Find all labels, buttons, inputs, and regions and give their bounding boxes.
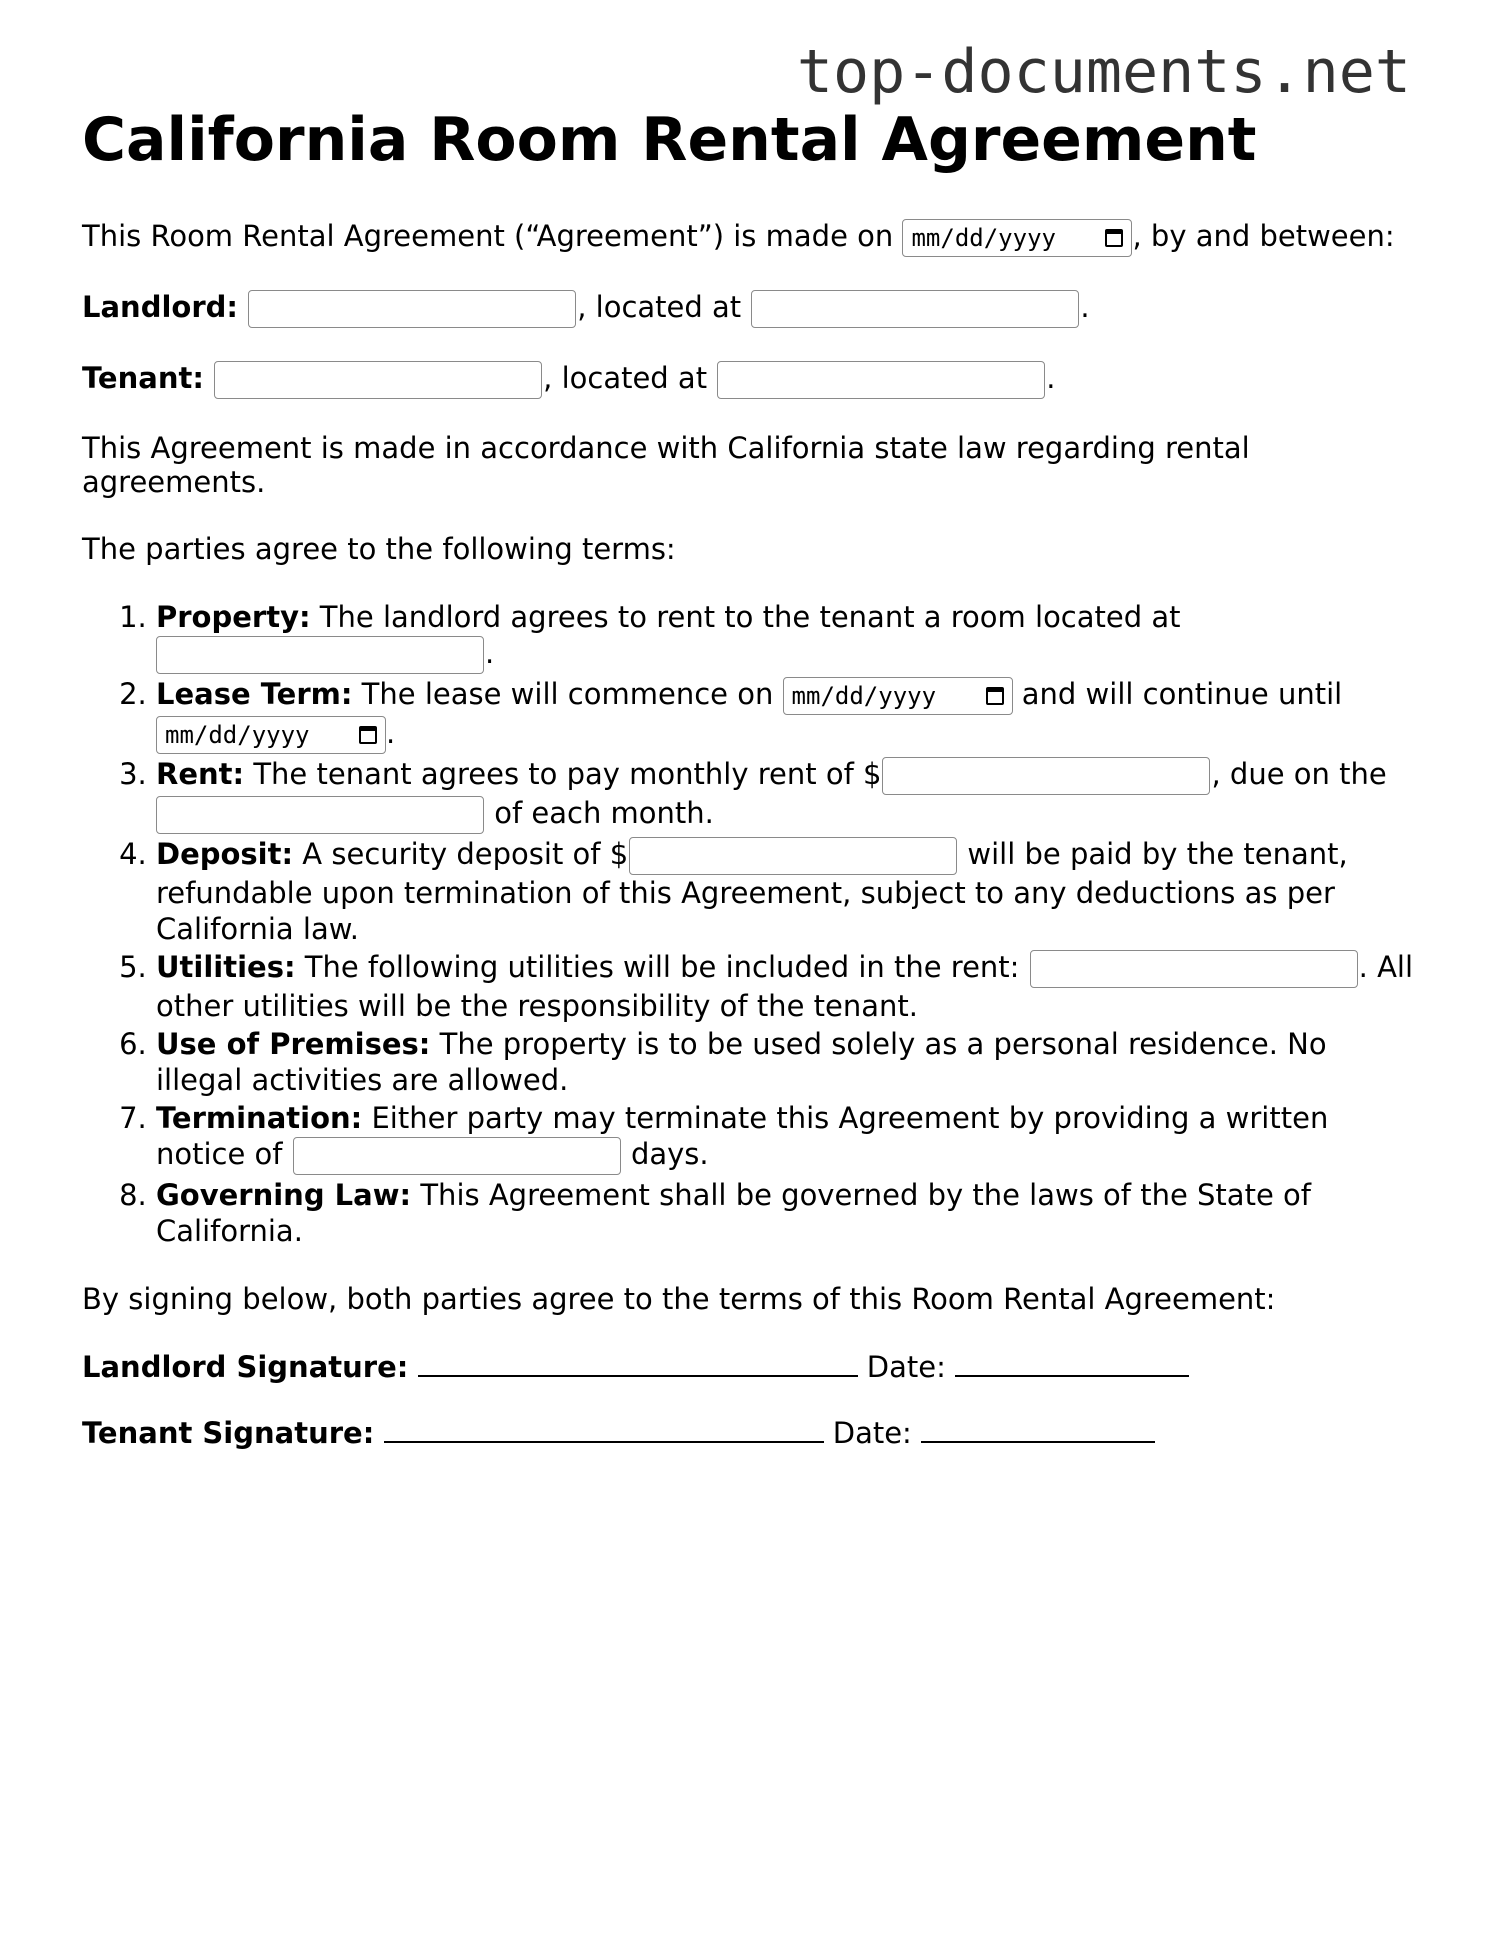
agreement-date-placeholder: mm/dd/yyyy — [911, 224, 1056, 252]
landlord-signature-blank — [418, 1351, 858, 1377]
landlord-end: . — [1080, 290, 1090, 324]
landlord-address-input[interactable] — [751, 290, 1079, 328]
landlord-line — [82, 289, 1422, 328]
landlord-located-at: , located at — [577, 290, 742, 324]
tenant-name-input[interactable] — [214, 361, 542, 399]
notice-days-input[interactable] — [293, 1137, 621, 1175]
signing-intro: By signing below, both parties agree to the terms of this Room Rental Agreement: — [82, 1282, 1276, 1316]
term-rent — [156, 756, 1422, 834]
term-lease — [156, 676, 1422, 754]
term-lease-text: The lease will commence on — [352, 677, 774, 711]
term-use-label: Use of Premises: — [156, 1027, 431, 1061]
term-lease-label: Lease Term: — [156, 677, 353, 711]
term-termination-end: days. — [621, 1137, 709, 1171]
landlord-date-label: Date: — [866, 1350, 946, 1384]
term-utilities-end: . All other utilities will be the responsibility of the tenant. — [156, 950, 1414, 1023]
term-deposit — [156, 836, 1422, 947]
intro-text-end: , by and between: — [1132, 219, 1395, 253]
calendar-icon[interactable] — [359, 726, 377, 744]
term-governing-law — [156, 1177, 1422, 1249]
tenant-end: . — [1046, 361, 1056, 395]
term-deposit-label: Deposit: — [156, 837, 294, 871]
intro-paragraph — [82, 218, 1422, 257]
tenant-signature-label: Tenant Signature: — [82, 1416, 375, 1450]
term-property-end: . — [485, 636, 495, 670]
accordance-paragraph: This Agreement is made in accordance with California state law regarding rental agreements. — [82, 431, 1250, 499]
term-termination-text: Either party may terminate this Agreement by providing a written notice of — [156, 1101, 1329, 1171]
term-termination — [156, 1100, 1422, 1175]
terms-intro: The parties agree to the following terms: — [82, 532, 676, 566]
term-law-label: Governing Law: — [156, 1178, 412, 1212]
intro-text: This Room Rental Agreement (“Agreement”) is made on — [82, 219, 894, 253]
rent-amount-input[interactable] — [882, 757, 1210, 795]
property-address-input[interactable] — [156, 636, 484, 674]
tenant-signature-blank — [384, 1417, 824, 1443]
landlord-name-input[interactable] — [248, 290, 576, 328]
watermark-logo: top-documents.net — [796, 37, 1411, 107]
tenant-signature-line — [82, 1415, 1422, 1451]
term-rent-mid: , due on the — [1211, 757, 1387, 791]
agreement-document — [82, 100, 1422, 1481]
term-law-text: This Agreement shall be governed by the laws of the State of California. — [156, 1178, 1311, 1248]
term-utilities-label: Utilities: — [156, 950, 296, 984]
lease-end-placeholder: mm/dd/yyyy — [165, 721, 310, 749]
tenant-address-input[interactable] — [717, 361, 1045, 399]
page-title: California Room Rental Agreement — [82, 105, 1257, 175]
lease-start-placeholder: mm/dd/yyyy — [791, 682, 937, 710]
term-deposit-end: will be paid by the tenant, refundable upon termination of this Agreement, subject to any deductions as per California law. — [156, 837, 1348, 946]
calendar-icon[interactable] — [986, 687, 1004, 705]
tenant-located-at: , located at — [543, 361, 708, 395]
terms-list — [82, 599, 1422, 1249]
lease-start-date-input[interactable] — [783, 677, 1013, 715]
landlord-signature-label: Landlord Signature: — [82, 1350, 409, 1384]
lease-end-date-input[interactable] — [156, 716, 386, 754]
term-rent-label: Rent: — [156, 757, 245, 791]
tenant-date-label: Date: — [832, 1416, 912, 1450]
utilities-input[interactable] — [1030, 950, 1358, 988]
term-utilities-text: The following utilities will be included in the rent: — [295, 950, 1020, 984]
landlord-signature-line — [82, 1349, 1422, 1385]
agreement-date-input[interactable] — [902, 219, 1132, 257]
landlord-label: Landlord: — [82, 290, 238, 324]
deposit-amount-input[interactable] — [629, 837, 957, 875]
term-rent-end: of each month. — [485, 796, 714, 830]
term-lease-end: . — [386, 716, 396, 750]
term-property — [156, 599, 1422, 674]
term-lease-mid: and will continue until — [1012, 677, 1343, 711]
term-deposit-text: A security deposit of $ — [293, 837, 629, 871]
term-use-of-premises — [156, 1026, 1422, 1098]
term-use-text: The property is to be used solely as a personal residence. No illegal activities are allowed. — [156, 1027, 1327, 1097]
term-rent-text: The tenant agrees to pay monthly rent of $ — [244, 757, 882, 791]
calendar-icon[interactable] — [1105, 229, 1123, 247]
term-utilities — [156, 949, 1422, 1024]
term-termination-label: Termination: — [156, 1101, 363, 1135]
rent-due-day-input[interactable] — [156, 796, 484, 834]
term-property-label: Property: — [156, 600, 311, 634]
tenant-label: Tenant: — [82, 361, 204, 395]
tenant-date-blank — [921, 1417, 1155, 1443]
landlord-date-blank — [955, 1351, 1189, 1377]
term-property-text: The landlord agrees to rent to the tenant a room located at — [310, 600, 1181, 634]
tenant-line — [82, 360, 1422, 399]
